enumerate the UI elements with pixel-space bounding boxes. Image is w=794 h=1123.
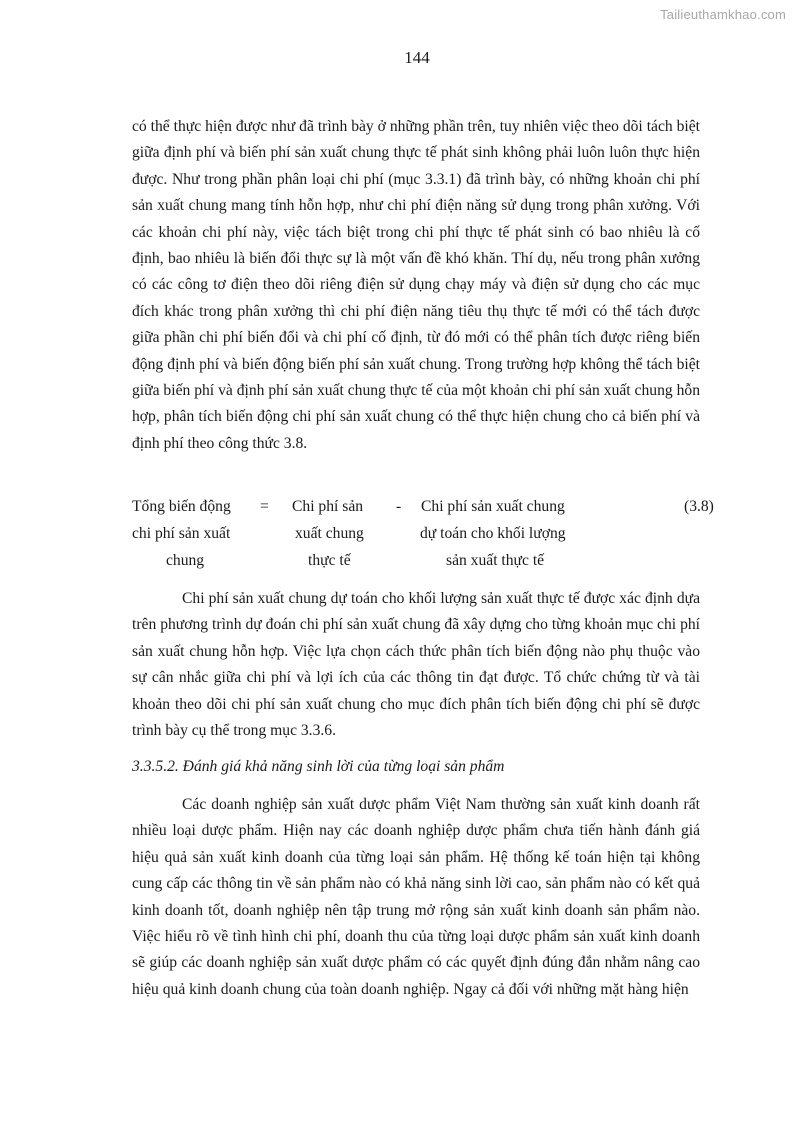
formula-number: (3.8) — [684, 498, 714, 515]
formula-term2-line3: sản xuất thực tế — [446, 552, 545, 569]
formula-term1-line2: xuất chung — [295, 525, 364, 542]
formula-term2-line1: Chi phí sản xuất chung — [421, 498, 565, 515]
formula-term1-line3: thực tế — [308, 552, 351, 569]
formula-equals-sign: = — [260, 498, 269, 515]
paragraph-3-text: Các doanh nghiệp sản xuất dược phẩm Việt Nam thường sản xuất kinh doanh rất nhiều loại dược phẩm. Hiện nay các doanh nghiệp dược phẩm chưa tiến hành đánh giá hiệu quả sản xuất kinh doanh của từng loại sản phẩm. Hệ thống kế toán hiện tại không cung cấp các thông tin về sản phẩm nào có khả năng sinh lời cao, sản phẩm nào có kết quả kinh doanh tốt, doanh nghiệp nên tập trung mở rộng sản xuất kinh doanh sản phẩm nào. Việc hiểu rõ về tình hình chi phí, doanh thu của từng loại dược phẩm sản xuất kinh doanh sẽ giúp các doanh nghiệp sản xuất dược phẩm có các quyết định đúng đắn nhằm nâng cao hiệu quả kinh doanh chung của toàn doanh nghiệp. Ngay cả đối với những mặt hàng hiện — [132, 796, 700, 998]
formula-lhs-line1: Tổng biến động — [132, 498, 231, 515]
page-number: 144 — [404, 48, 430, 67]
watermark-text: Tailieuthamkhao.com — [660, 7, 786, 22]
formula-lhs-line2: chi phí sản xuất — [132, 525, 231, 542]
formula-lhs-line3: chung — [166, 552, 205, 569]
paragraph-1-text: có thể thực hiện được như đã trình bày ở những phần trên, tuy nhiên việc theo dõi tách biệt giữa định phí và biến phí sản xuất chung thực tế phát sinh không phải luôn luôn thực hiện được. Như trong phần phân loại chi phí (mục 3.3.1) đã trình bày, có những khoản chi phí sản xuất chung mang tính hỗn hợp, như chi phí điện năng sử dụng trong phân xưởng. Với các khoản chi phí này, việc tách biệt trong chi phí thực tế phát sinh có bao nhiêu là cố định, bao nhiêu là biến đổi thực sự là một vấn đề khó khăn. Thí dụ, nếu trong phân xưởng có các công tơ điện theo dõi riêng điện sử dụng chạy máy và điện sử dụng cho các mục đích khác trong phân xưởng thì chi phí điện năng tiêu thụ thực tế mới có thể tách được giữa phần chi phí biến đổi và chi phí cố định, từ đó mới có thể phân tích được riêng biến động định phí và biến động biến phí sản xuất chung. Trong trường hợp không thể tách biệt giữa biến phí và định phí sản xuất chung thực tế của một khoản chi phí sản xuất chung hỗn hợp, phân tích biến động chi phí sản xuất chung có thể thực hiện chung cho cả biến phí và định phí theo công thức 3.8. — [132, 118, 700, 452]
section-heading: 3.3.5.2. Đánh giá khả năng sinh lời của từng loại sản phẩm — [132, 758, 505, 775]
formula-minus-sign: - — [396, 498, 402, 515]
formula-term1-line1: Chi phí sản — [292, 498, 364, 515]
formula-term2-line2: dự toán cho khối lượng — [420, 525, 566, 542]
paragraph-continuation — [132, 114, 700, 457]
paragraph-2-text: Chi phí sản xuất chung dự toán cho khối lượng sản xuất thực tế được xác định dựa trên phương trình dự đoán chi phí sản xuất chung đã xây dựng cho từng khoản mục chi phí sản xuất chung hỗn hợp. Việc lựa chọn cách thức phân tích biến động nào phụ thuộc vào sự cân nhắc giữa chi phí và lợi ích của các thông tin đạt được. Tổ chức chứng từ và tài khoản theo dõi chi phí sản xuất chung cho mục đích phân tích biến động chi phí sẽ được trình bày cụ thể trong mục 3.3.6. — [132, 590, 700, 740]
formula-3-8 — [132, 498, 722, 580]
paragraph-profitability — [132, 792, 700, 1003]
paragraph-formula-explanation — [132, 586, 700, 744]
